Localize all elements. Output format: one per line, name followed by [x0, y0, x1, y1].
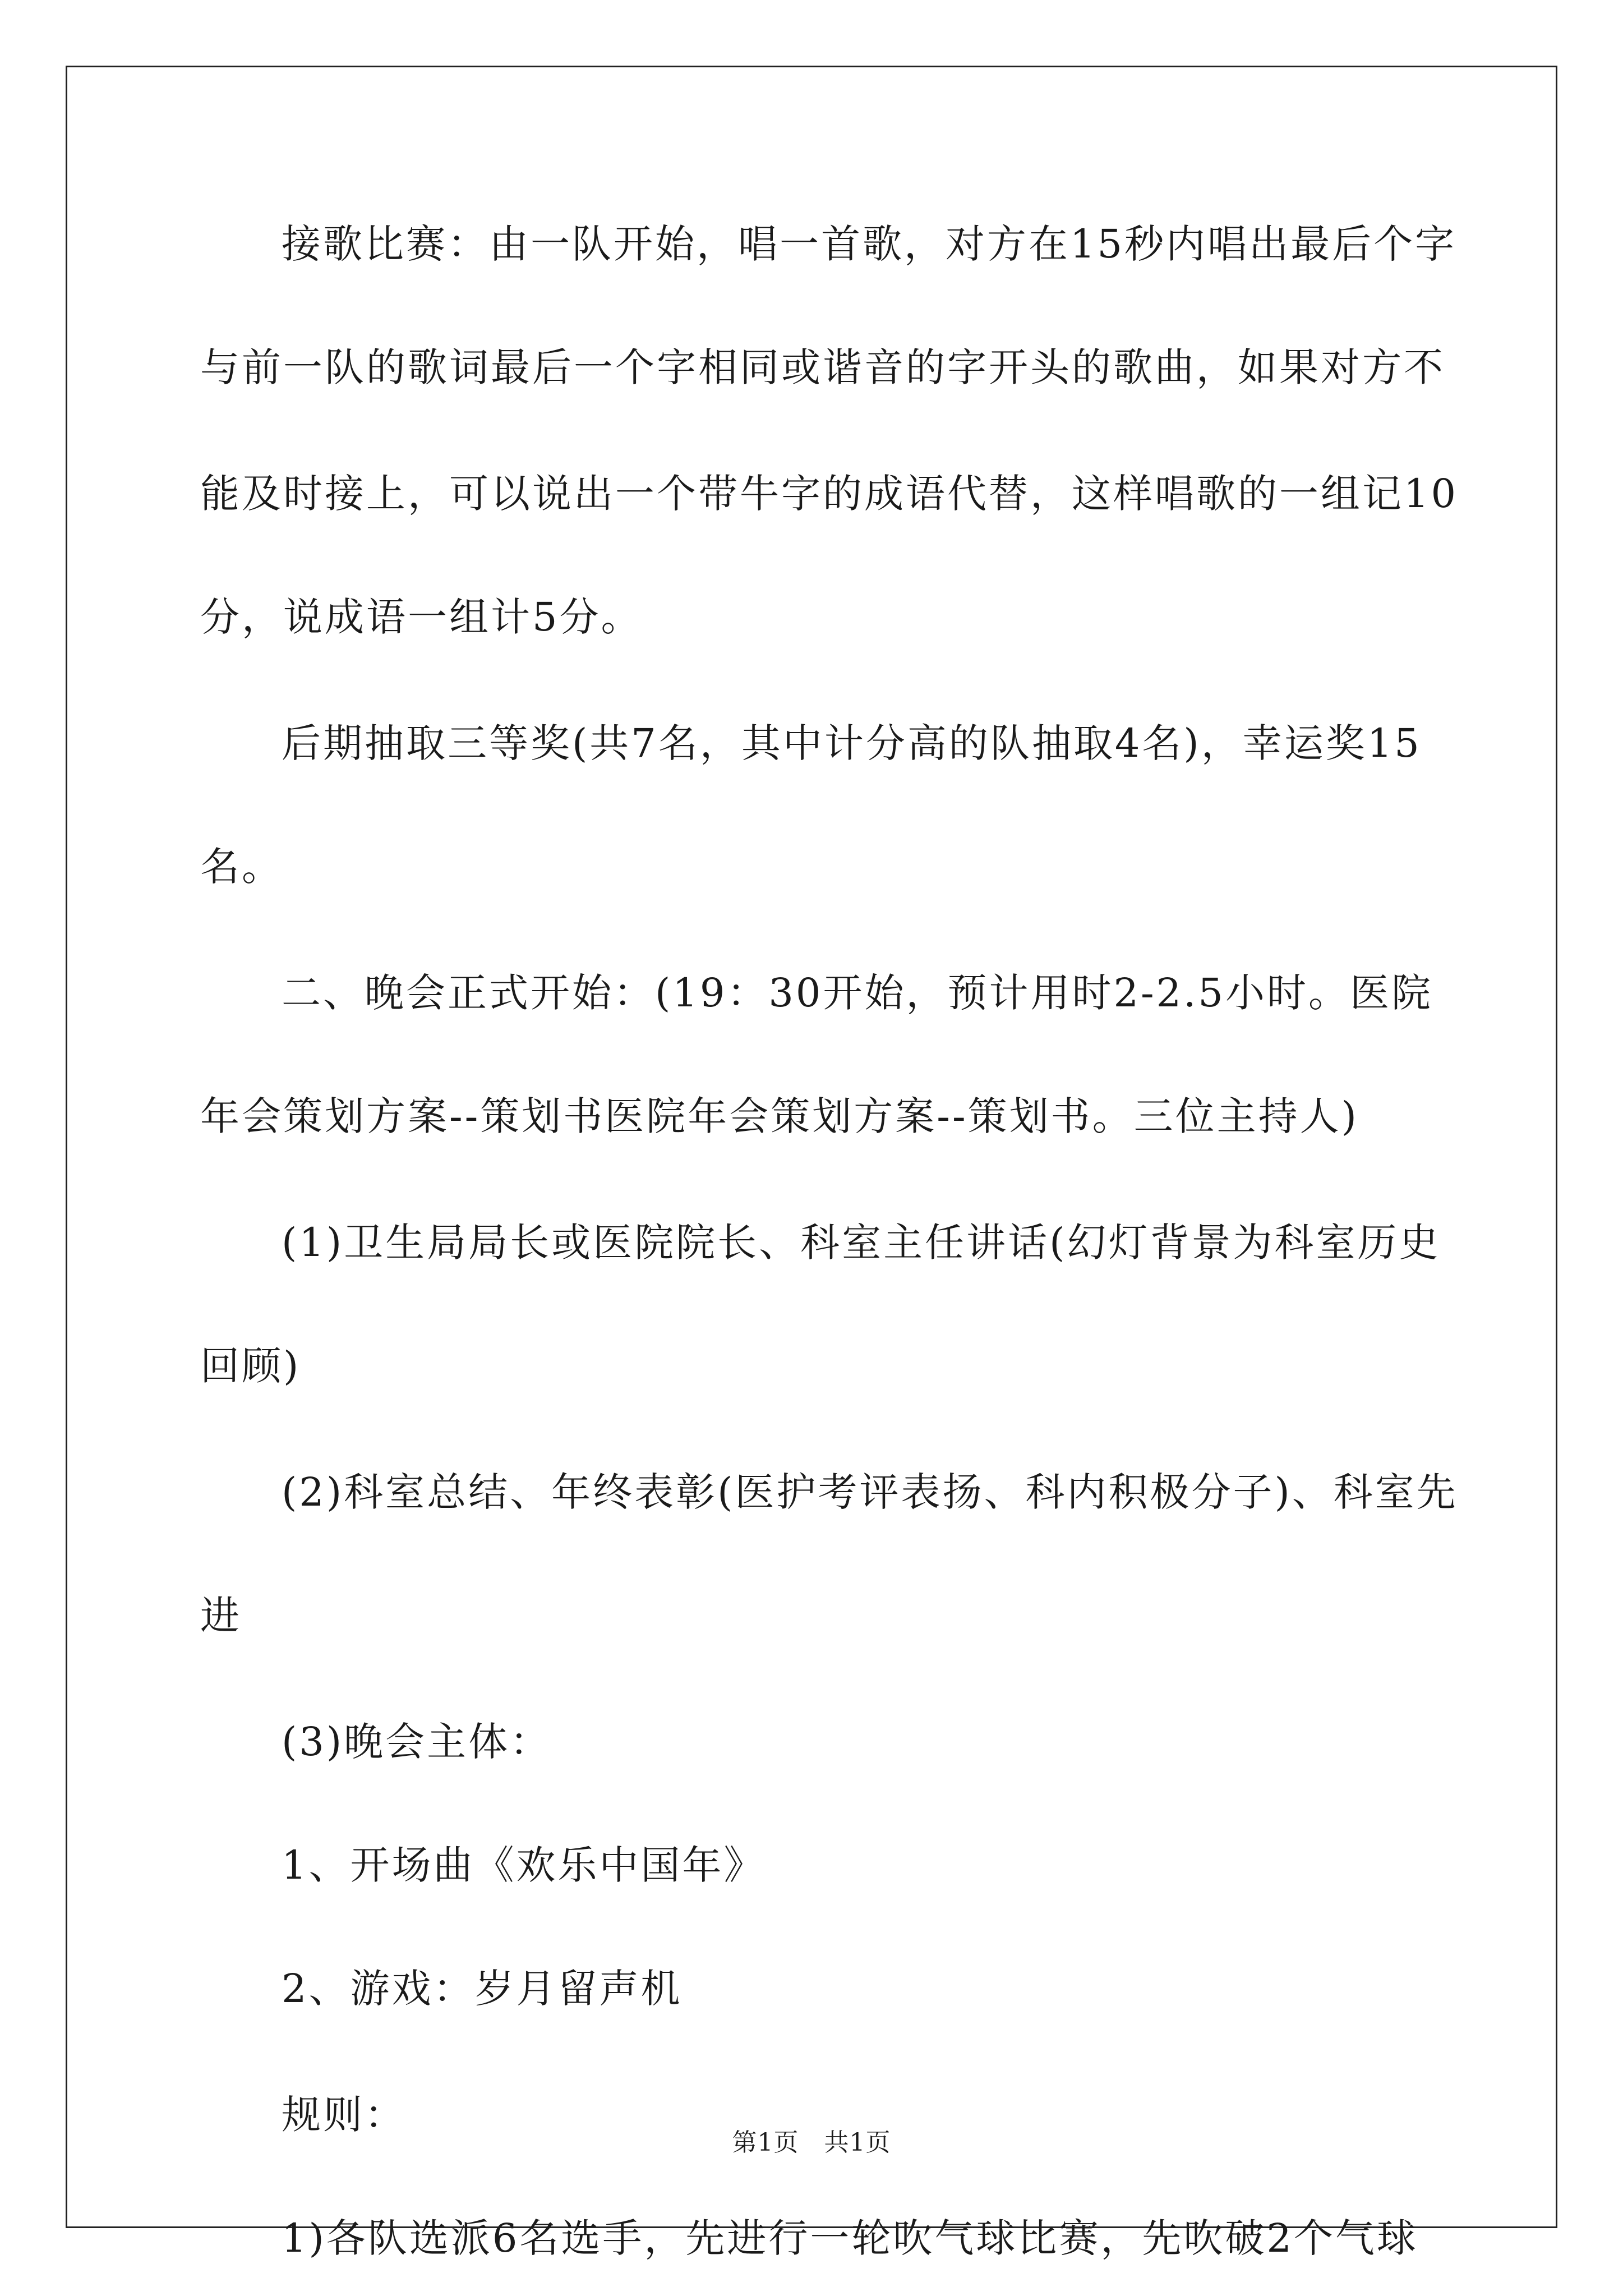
- paragraph-line-5: 后期抽取三等奖(共7名，其中计分高的队抽取4名)，幸运奖15: [282, 720, 1422, 766]
- paragraph-line-9: (1)卫生局局长或医院院长、科室主任讲话(幻灯背景为科室历史: [282, 1220, 1441, 1266]
- paragraph-line-17: 1)各队选派6名选手，先进行一轮吹气球比赛，先吹破2个气球: [282, 2215, 1418, 2261]
- paragraph-line-1: 接歌比赛：由一队开始，唱一首歌，对方在15秒内唱出最后个字: [282, 221, 1457, 267]
- page-number-footer: 第1页 共1页: [732, 2128, 891, 2157]
- paragraph-line-15: 2、游戏：岁月留声机: [282, 1966, 683, 2012]
- paragraph-line-13: (3)晚会主体：: [282, 1719, 552, 1765]
- paragraph-line-3: 能及时接上，可以说出一个带牛字的成语代替，这样唱歌的一组记10: [200, 471, 1459, 517]
- paragraph-line-11: (2)科室总结、年终表彰(医护考评表扬、科内积极分子)、科室先: [282, 1469, 1458, 1515]
- paragraph-line-16: 规则：: [282, 2092, 406, 2138]
- paragraph-line-7: 二、晚会正式开始：(19：30开始，预计用时2-2.5小时。医院: [282, 970, 1433, 1016]
- paragraph-line-8: 年会策划方案--策划书医院年会策划方案--策划书。三位主持人): [200, 1093, 1359, 1139]
- paragraph-line-2: 与前一队的歌词最后一个字相同或谐音的字开头的歌曲，如果对方不: [200, 344, 1445, 390]
- paragraph-line-6: 名。: [200, 844, 283, 890]
- paragraph-line-4: 分，说成语一组计5分。: [200, 594, 643, 640]
- paragraph-line-14: 1、开场曲《欢乐中国年》: [282, 1842, 766, 1888]
- paragraph-line-12: 进: [200, 1593, 242, 1639]
- paragraph-line-10: 回顾): [200, 1343, 301, 1389]
